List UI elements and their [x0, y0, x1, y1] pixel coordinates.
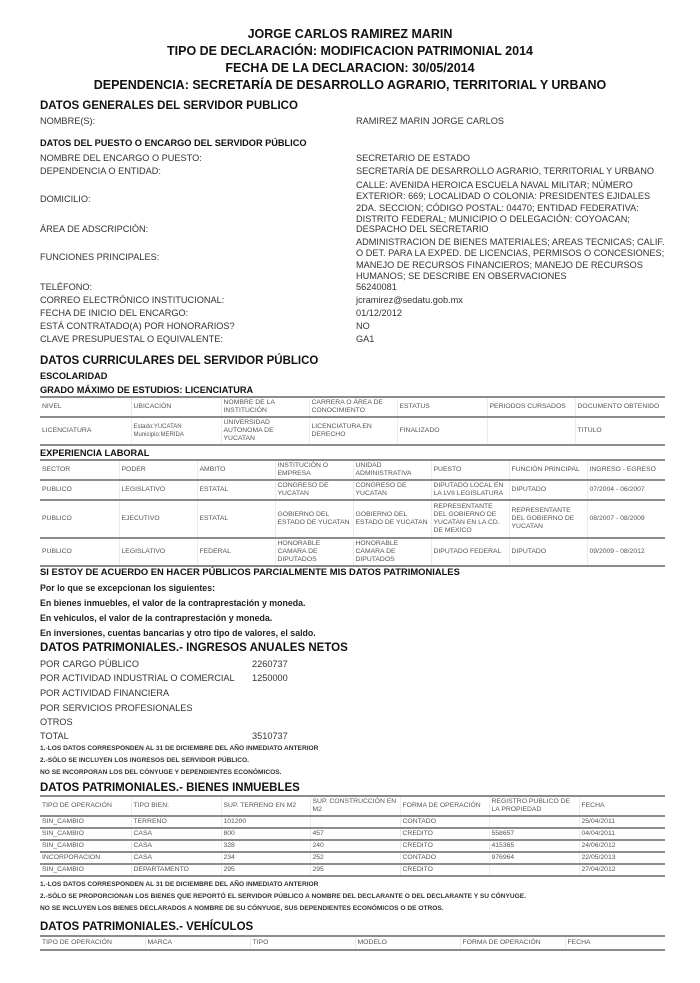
column-header: MARCA [145, 936, 250, 950]
field-label: ESTÁ CONTRATADO(A) POR HONORARIOS? [40, 321, 235, 331]
table-cell: DIPUTADO LOCAL EN LA LVII LEGISLATURA [431, 480, 509, 500]
column-header: FUNCIÓN PRINCIPAL [509, 460, 587, 480]
table-cell: 24/06/2012 [579, 840, 665, 852]
table-cell [310, 816, 400, 828]
table-cell: DIPUTADO [509, 480, 587, 500]
field-value: GA1 [356, 334, 375, 344]
income-row [40, 659, 288, 669]
table-row [40, 816, 665, 828]
column-header: PERIODOS CURSADOS [487, 397, 575, 417]
field-value: DESPACHO DEL SECRETARIO [356, 224, 489, 234]
table-cell: TITULO [575, 417, 665, 445]
section-title-inmuebles: DATOS PATRIMONIALES.- BIENES INMUEBLES [40, 782, 300, 794]
table-cell: 558657 [489, 828, 579, 840]
table-cell [487, 417, 575, 445]
table-cell: HONORABLE CAMARA DE DIPUTADOS [275, 538, 353, 566]
column-header: MODELO [355, 936, 460, 950]
table-cell: GOBIERNO DEL ESTADO DE YUCATAN [353, 500, 431, 538]
table-cell: PUBLICO [40, 538, 119, 566]
column-header: NOMBRE DE LA INSTITUCIÓN [221, 397, 309, 417]
document-header [0, 0, 700, 94]
table-cell: CREDITO [400, 828, 489, 840]
income-label: POR ACTIVIDAD FINANCIERA [40, 688, 170, 698]
table-header-row [40, 796, 665, 816]
table-row [40, 500, 665, 538]
table-cell: CONGRESO DE YUCATAN [275, 480, 353, 500]
column-header: FECHA [565, 936, 665, 950]
column-header: UNIDAD ADMINISTRATIVA [353, 460, 431, 480]
table-cell: ESTATAL [197, 500, 275, 538]
section-title-puesto: DATOS DEL PUESTO O ENCARGO DEL SERVIDOR PÚBLICO [40, 138, 307, 148]
table-cell: CASA [131, 828, 221, 840]
table-cell: DIPUTADO [509, 538, 587, 566]
table-cell: 08/2007 - 08/2009 [587, 500, 665, 538]
table-cell: 800 [221, 828, 310, 840]
table-cell: 27/04/2012 [579, 864, 665, 876]
footnote: 2.-SÓLO SE INCLUYEN LOS INGRESOS DEL SERVIDOR PÚBLICO. [40, 757, 249, 764]
table-row [40, 864, 665, 876]
column-header: INSTITUCIÓN O EMPRESA [275, 460, 353, 480]
field-value: 01/12/2012 [356, 308, 402, 318]
table-cell: HONORABLE CAMARA DE DIPUTADOS [353, 538, 431, 566]
table-cell: DEPARTAMENTO [131, 864, 221, 876]
field-value: jcramirez@sedatu.gob.mx [356, 295, 463, 305]
section-title-vehiculos: DATOS PATRIMONIALES.- VEHÍCULOS [40, 921, 254, 933]
declaration-agency: DEPENDENCIA: SECRETARÍA DE DESARROLLO AGRARIO, TERRITORIAL Y URBANO [93, 78, 607, 92]
table-cell: LEGISLATIVO [119, 480, 197, 500]
column-header: SUP. CONSTRUCCIÓN EN M2 [310, 796, 400, 816]
income-value: 3510737 [252, 731, 288, 741]
column-header: AMBITO [197, 460, 275, 480]
table-cell: FEDERAL [197, 538, 275, 566]
footnote: NO SE INCORPORAN LOS DEL CÓNYUGE Y DEPENDIENTES ECONÓMICOS. [40, 769, 282, 776]
table-header-row [40, 460, 665, 480]
table-cell: REPRESENTANTE DEL GOBIERNO DE YUCATAN EN LA CD. DE MEXICO [431, 500, 509, 538]
income-total-row [40, 731, 288, 741]
column-header: REGISTRO PUBLICO DE LA PROPIEDAD [489, 796, 579, 816]
column-header: PUESTO [431, 460, 509, 480]
table-cell: CASA [131, 852, 221, 864]
table-row [40, 840, 665, 852]
field-label: CLAVE PRESUPUESTAL O EQUIVALENTE: [40, 334, 223, 344]
section-title-ingresos: DATOS PATRIMONIALES.- INGRESOS ANUALES NETOS [40, 642, 348, 654]
table-cell: 295 [221, 864, 310, 876]
inmuebles-table [40, 795, 665, 877]
subsection-escolaridad: ESCOLARIDAD [40, 371, 108, 381]
footnote: 1.-LOS DATOS CORRESPONDEN AL 31 DE DICIEMBRE DEL AÑO INMEDIATO ANTERIOR [40, 745, 319, 752]
table-cell: GOBIERNO DEL ESTADO DE YUCATAN [275, 500, 353, 538]
table-cell [489, 816, 579, 828]
table-header-row [40, 397, 665, 417]
field-label: FUNCIONES PRINCIPALES: [40, 252, 160, 262]
table-cell: LICENCIATURA [40, 417, 131, 445]
column-header: FORMA DE OPERACIÓN [460, 936, 565, 950]
table-cell: PUBLICO [40, 500, 119, 538]
table-cell: 457 [310, 828, 400, 840]
field-label: CORREO ELECTRÓNICO INSTITUCIONAL: [40, 295, 225, 305]
table-cell: Estado:YUCATAN Municipio:MERIDA [131, 417, 221, 445]
field-value: CALLE: AVENIDA HEROICA ESCUELA NAVAL MILITAR; NÚMERO EXTERIOR: 669; LOCALIDAD O COLONIA: PRESIDENTES EJIDALES 2DA. SECCION; CÓDIGO POSTAL: 04470; ENTIDAD FEDERATIVA: DISTRITO FEDERAL; MUNICIPIO O DELEGACIÓN: COYOACAN; [356, 180, 651, 224]
income-label: POR ACTIVIDAD INDUSTRIAL O COMERCIAL [40, 673, 235, 683]
table-row [40, 828, 665, 840]
table-cell: 22/05/2013 [579, 852, 665, 864]
column-header: UBICACIÓN [131, 397, 221, 417]
table-cell: TERRENO [131, 816, 221, 828]
table-cell: CREDITO [400, 840, 489, 852]
acuerdo-line: En bienes inmuebles, el valor de la contraprestación y moneda. [40, 598, 306, 608]
field-label: DOMICILIO: [40, 194, 91, 204]
income-label: TOTAL [40, 731, 69, 741]
column-header: SECTOR [40, 460, 119, 480]
table-cell: 25/04/2011 [579, 816, 665, 828]
field-value: RAMIREZ MARIN JORGE CARLOS [356, 116, 505, 126]
table-cell: 101200 [221, 816, 310, 828]
subsection-experiencia: EXPERIENCIA LABORAL [40, 448, 150, 458]
table-cell: SIN_CAMBIO [40, 828, 131, 840]
table-row [40, 480, 665, 500]
table-cell: EJECUTIVO [119, 500, 197, 538]
income-row [40, 703, 193, 713]
field-label: NOMBRE(S): [40, 116, 96, 126]
field-value: SECRETARÍA DE DESARROLLO AGRARIO, TERRITORIAL Y URBANO [356, 166, 654, 176]
column-header: TIPO DE OPERACIÓN [40, 936, 145, 950]
table-cell: UNIVERSIDAD AUTONOMA DE YUCATAN [221, 417, 309, 445]
table-cell: LEGISLATIVO [119, 538, 197, 566]
table-cell: 240 [310, 840, 400, 852]
table-cell: ESTATAL [197, 480, 275, 500]
declarant-name: JORGE CARLOS RAMIREZ MARIN [247, 27, 453, 41]
table-cell: FINALIZADO [397, 417, 487, 445]
field-value: NO [356, 321, 370, 331]
subsection-grado: GRADO MÁXIMO DE ESTUDIOS: LICENCIATURA [40, 385, 254, 395]
table-cell: 328 [221, 840, 310, 852]
table-cell: REPRESENTANTE DEL GOBIERNO DE YUCATAN [509, 500, 587, 538]
field-label: NOMBRE DEL ENCARGO O PUESTO: [40, 153, 202, 163]
table-cell: INCORPORACION [40, 852, 131, 864]
table-cell: CREDITO [400, 864, 489, 876]
table-header-row [40, 936, 665, 950]
column-header: CARRERA O ÁREA DE CONOCIMIENTO [309, 397, 397, 417]
field-value: ADMINISTRACION DE BIENES MATERIALES; AREAS TECNICAS; CALIF. O DET. PARA LA EXPED. DE LICENCIAS, PERMISOS O CONCESIONES; MANEJO DE RECURSOS FINANCIEROS; MANEJO DE RECURSOS HUMANOS; SE DESCRIBE EN OBSERVACIONES [356, 237, 665, 281]
income-label: POR SERVICIOS PROFESIONALES [40, 703, 193, 713]
income-row [40, 717, 73, 727]
table-cell: 295 [310, 864, 400, 876]
column-header: SUP. TERRENO EN M2 [221, 796, 310, 816]
table-cell: 07/2004 - 06/2007 [587, 480, 665, 500]
table-cell: SIN_CAMBIO [40, 816, 131, 828]
vehiculos-table [40, 935, 665, 951]
acuerdo-title: SI ESTOY DE ACUERDO EN HACER PÚBLICOS PARCIALMENTE MIS DATOS PATRIMONIALES [40, 566, 460, 577]
income-row [40, 688, 169, 698]
column-header: TIPO [250, 936, 355, 950]
column-header: FORMA DE OPERACIÓN [400, 796, 489, 816]
table-cell: PUBLICO [40, 480, 119, 500]
column-header: DOCUMENTO OBTENIDO [575, 397, 665, 417]
table-row [40, 852, 665, 864]
table-cell: 976964 [489, 852, 579, 864]
table-cell: CASA [131, 840, 221, 852]
experiencia-table [40, 459, 665, 567]
table-cell: 09/2009 - 08/2012 [587, 538, 665, 566]
income-label: OTROS [40, 717, 73, 727]
table-cell: 252 [310, 852, 400, 864]
column-header: TIPO BIEN: [131, 796, 221, 816]
footnote: NO SE INCLUYEN LOS BIENES DECLARADOS A NOMBRE DE SU CÓNYUGE, SUS DEPENDIENTES ECONÓMICOS O DE OTROS. [40, 905, 444, 912]
table-cell: CONTADO [400, 816, 489, 828]
income-value: 2260737 [252, 659, 288, 669]
table-cell: DIPUTADO FEDERAL [431, 538, 509, 566]
escolaridad-table [40, 396, 665, 446]
acuerdo-line: En inversiones, cuentas bancarias y otro tipo de valores, el saldo. [40, 628, 316, 638]
table-cell: 04/04/2011 [579, 828, 665, 840]
field-label: ÁREA DE ADSCRIPCIÓN: [40, 224, 149, 234]
table-row [40, 417, 665, 445]
column-header: ESTATUS [397, 397, 487, 417]
table-cell: CONTADO [400, 852, 489, 864]
section-title-generales: DATOS GENERALES DEL SERVIDOR PUBLICO [40, 100, 298, 112]
column-header: INGRESO - EGRESO [587, 460, 665, 480]
column-header: FECHA [579, 796, 665, 816]
field-label: TELÉFONO: [40, 282, 93, 292]
declaration-date: FECHA DE LA DECLARACION: 30/05/2014 [225, 61, 475, 75]
column-header: PODER [119, 460, 197, 480]
table-cell: SIN_CAMBIO [40, 840, 131, 852]
column-header: NIVEL [40, 397, 131, 417]
table-cell: 415365 [489, 840, 579, 852]
income-value: 1250000 [252, 673, 288, 683]
table-row [40, 538, 665, 566]
field-label: DEPENDENCIA O ENTIDAD: [40, 166, 161, 176]
footnote: 2.-SÓLO SE PROPORCIONAN LOS BIENES QUE REPORTÓ EL SERVIDOR PÚBLICO A NOMBRE DEL DECLARANTE O DEL DECLARANTE Y SU CÓNYUGE. [40, 893, 527, 900]
acuerdo-line: Por lo que se excepcionan los siguientes: [40, 583, 216, 593]
table-cell [489, 864, 579, 876]
footnote: 1.-LOS DATOS CORRESPONDEN AL 31 DE DICIEMBRE DEL AÑO INMEDIATO ANTERIOR [40, 881, 319, 888]
field-value: 56240081 [356, 282, 397, 292]
declaration-type: TIPO DE DECLARACIÓN: MODIFICACION PATRIMONIAL 2014 [167, 44, 533, 58]
acuerdo-line: En vehiculos, el valor de la contraprestación y moneda. [40, 613, 273, 623]
table-cell: 234 [221, 852, 310, 864]
income-row [40, 673, 288, 683]
section-title-curriculares: DATOS CURRICULARES DEL SERVIDOR PÚBLICO [40, 355, 319, 367]
field-value: SECRETARIO DE ESTADO [356, 153, 471, 163]
column-header: TIPO DE OPERACIÓN [40, 796, 131, 816]
income-label: POR CARGO PÚBLICO [40, 659, 140, 669]
table-cell: LICENCIATURA EN DERECHO [309, 417, 397, 445]
field-label: FECHA DE INICIO DEL ENCARGO: [40, 308, 189, 318]
table-cell: CONGRESO DE YUCATAN [353, 480, 431, 500]
table-cell: SIN_CAMBIO [40, 864, 131, 876]
